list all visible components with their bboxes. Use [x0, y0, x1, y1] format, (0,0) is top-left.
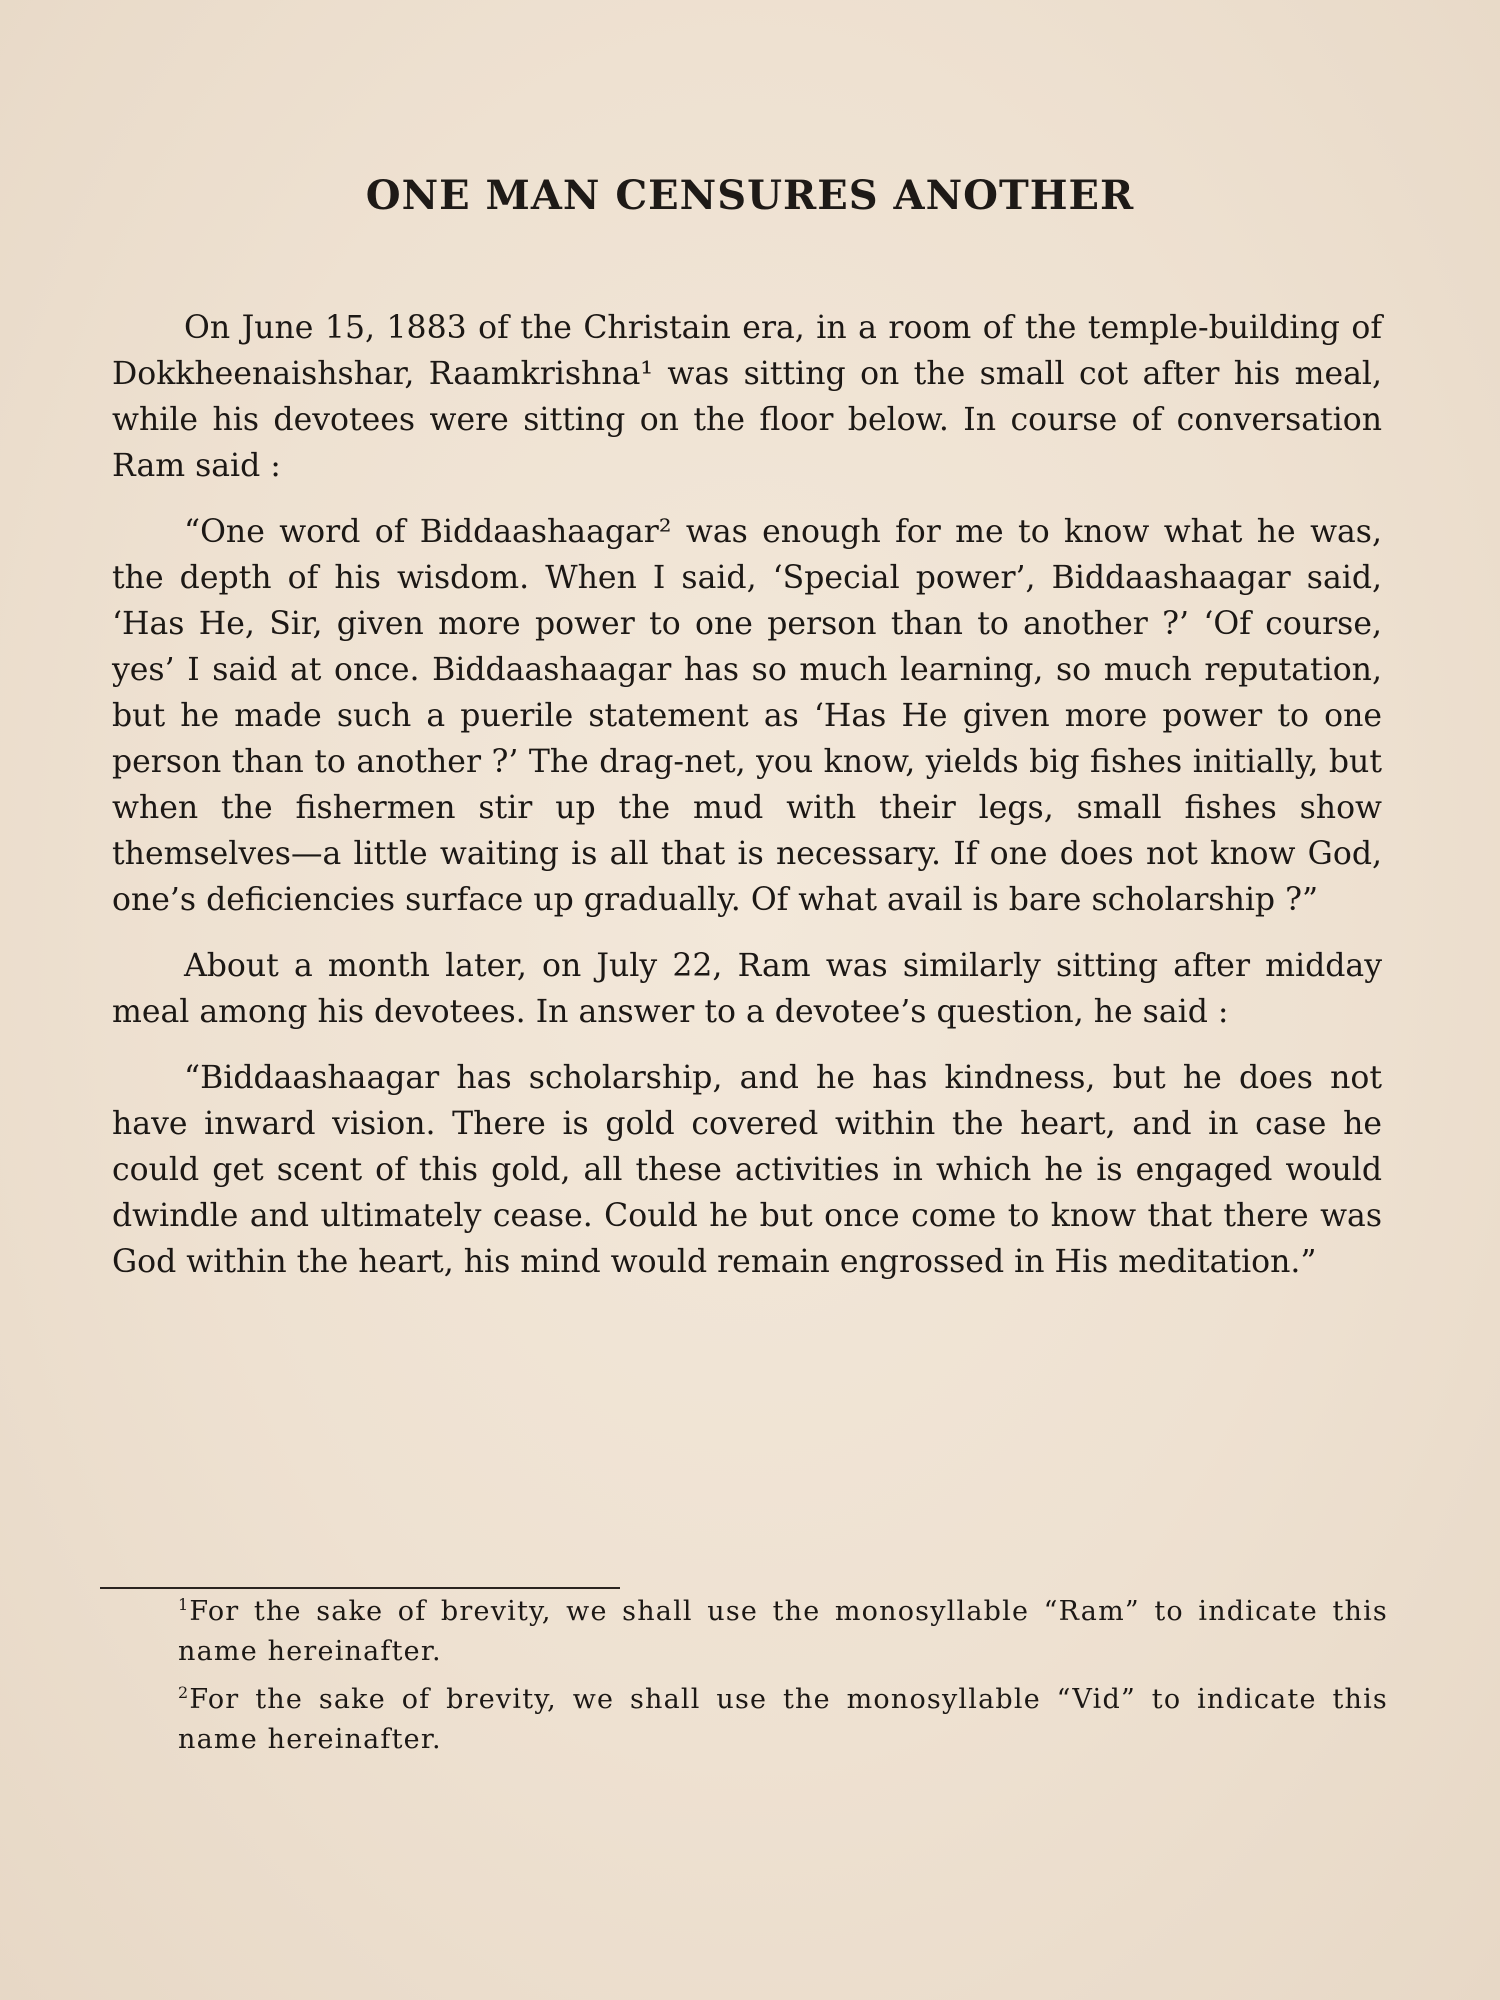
paragraph-4: “Biddaashaagar has scholarship, and he has kindness, but he does not have inward vision. There is gold covered within the heart, and in case he could get scent of this gold, all these activities in which he is engaged would dwindle and ultimately cease. Could he but once come to know that there was God within the heart, his mind would remain engrossed in His meditation.”: [112, 1060, 1382, 1280]
footnote-mark: 2: [178, 1683, 190, 1702]
footnote-1: [178, 1592, 1388, 1672]
footnote-text: For the sake of brevity, we shall use the monosyllable “Ram” to indicate this name hereinafter.: [178, 1596, 1388, 1667]
footnote-2: [178, 1680, 1388, 1760]
paragraph-3: About a month later, on July 22, Ram was similarly sitting after midday meal among his devotees. In answer to a devotee’s question, he said :: [112, 948, 1382, 1030]
footnotes: [178, 1592, 1388, 1768]
paragraph-2: “One word of Biddaashaagar² was enough for me to know what he was, the depth of his wisdom. When I said, ‘Special power’, Biddaashaagar said, ‘Has He, Sir, given more power to one person than to another ?’ ‘Of course, yes’ I said at once. Biddaashaagar has so much learning, so much reputation, but he made such a puerile statement as ‘Has He given more power to one person than to another ?’ The drag-net, you know, yields big fishes initially, but when the fishermen stir up the mud with their legs, small fishes show themselves—a little waiting is all that is necessary. If one does not know God, one’s deficiencies surface up gradually. Of what avail is bare scholarship ?”: [112, 514, 1382, 918]
body-text: [112, 305, 1382, 1305]
footnote-divider: [100, 1587, 620, 1589]
footnote-mark: 1: [178, 1595, 190, 1614]
page-title: ONE MAN CENSURES ANOTHER: [365, 172, 1135, 219]
footnote-text: For the sake of brevity, we shall use the monosyllable “Vid” to indicate this name hereinafter.: [178, 1684, 1388, 1755]
paragraph-1: On June 15, 1883 of the Christain era, in a room of the temple-building of Dokkheenaishshar, Raamkrishna¹ was sitting on the small cot after his meal, while his devotees were sitting on the floor below. In course of conversation Ram said :: [112, 310, 1382, 484]
